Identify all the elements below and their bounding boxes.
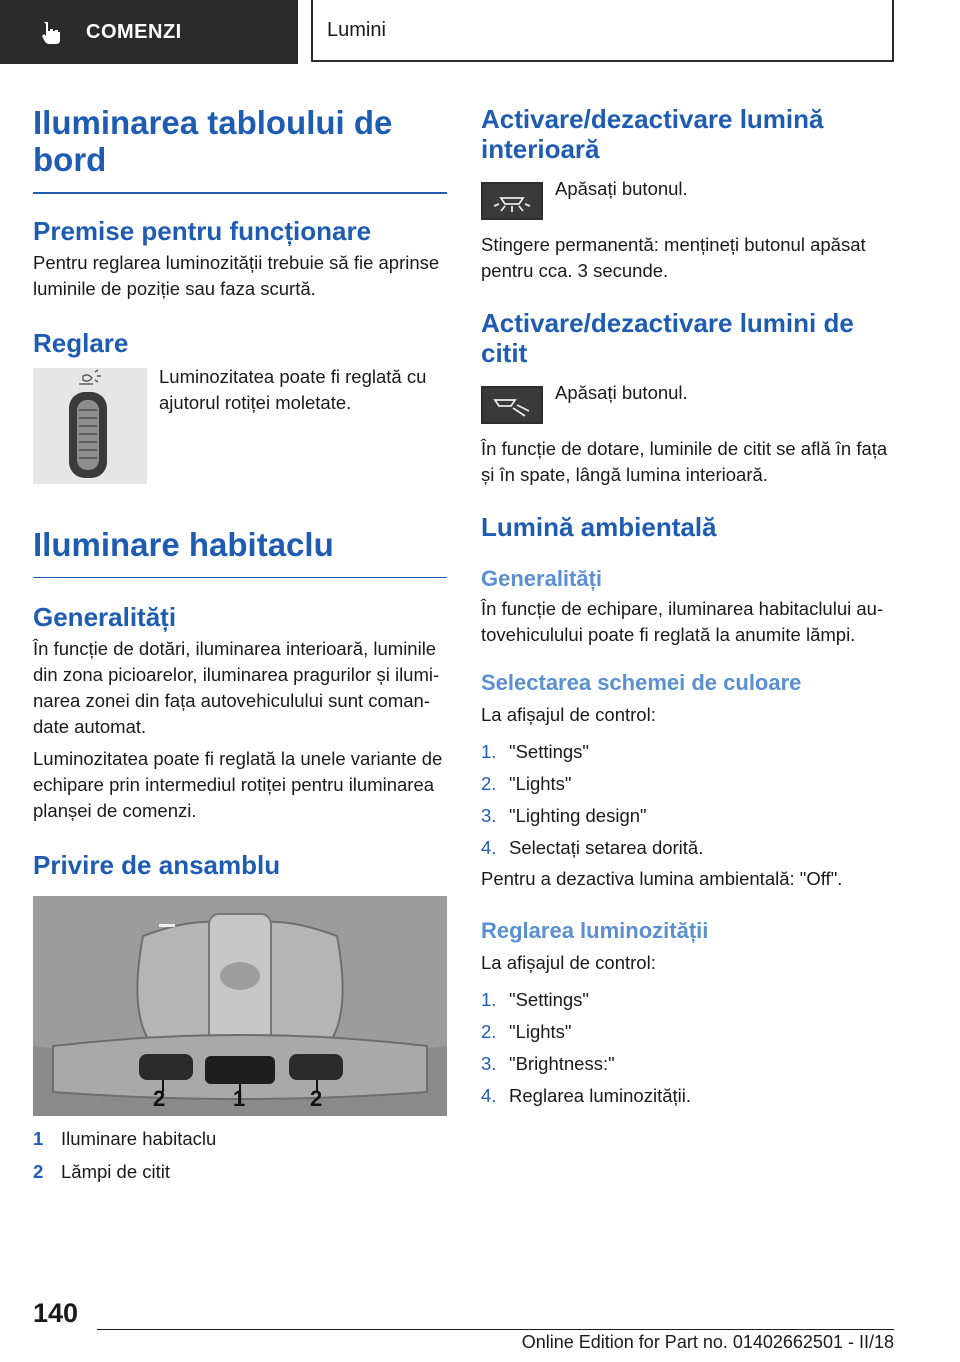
step-number: 1. <box>481 741 497 762</box>
legend-number: 1 <box>33 1128 44 1149</box>
list-item <box>481 1080 895 1112</box>
heading-cabin-lighting: Iluminare habitaclu <box>33 525 334 563</box>
paragraph-permanent-off: Stingere permanentă: mențineți butonul apăsat pentru cca. 3 secunde. <box>481 234 866 281</box>
page-number: 140 <box>33 1298 79 1328</box>
step-text: Reglarea luminozității. <box>509 1085 692 1106</box>
callout-2-left: 2 <box>153 1086 166 1111</box>
chapter-tab-label: Lumini <box>327 18 386 41</box>
paragraph-general-1: În funcție de dotări, iluminarea interioară, luminile din zona picioarelor, iluminarea pragurilor și iluminarea zonei din fața autovehiculului sunt comandate automat. <box>33 638 440 737</box>
step-text: "Lights" <box>509 1021 572 1042</box>
paragraph-ambient-off: Pentru a dezactiva lumina ambientală: "Off". <box>481 868 843 889</box>
callout-2-right: 2 <box>310 1086 323 1111</box>
heading-general: Generalități <box>33 602 177 632</box>
heading-dashboard-lighting: Iluminarea tabloului de bord <box>33 104 393 178</box>
step-text: "Lights" <box>509 773 572 794</box>
heading-overview: Privire de ansamblu <box>33 850 281 880</box>
paragraph-press-button-2: Apăsați butonul. <box>555 382 688 403</box>
section-tab[interactable] <box>0 0 298 64</box>
paragraph-press-button-1: Apăsați butonul. <box>555 178 688 199</box>
list-item <box>481 832 895 864</box>
step-number: 4. <box>481 837 497 858</box>
list-item <box>481 1048 895 1080</box>
legend-item <box>33 1155 447 1188</box>
photo-legend <box>33 1122 447 1188</box>
step-text: "Lighting design" <box>509 805 647 826</box>
step-text: Selectați setarea dorită. <box>509 837 704 858</box>
step-number: 4. <box>481 1085 497 1106</box>
edition-text: Online Edition for Part no. 01402662501 - II/18 <box>521 1332 894 1352</box>
heading-interior-light: Activare/dezactivare lumină interioară <box>481 104 824 164</box>
left-column <box>33 96 447 1188</box>
heading-rule <box>33 577 447 579</box>
list-item <box>481 984 895 1016</box>
heading-rule <box>33 192 447 194</box>
overhead-console-photo <box>33 896 447 1116</box>
step-number: 3. <box>481 1053 497 1074</box>
legend-number: 2 <box>33 1161 44 1182</box>
callout-1: 1 <box>233 1086 246 1111</box>
steps-color-scheme <box>481 736 895 864</box>
list-item <box>481 736 895 768</box>
heading-adjust: Reglare <box>33 327 129 358</box>
reading-light-button-icon <box>481 386 543 424</box>
interior-light-button-icon <box>481 182 543 220</box>
legend-text: Iluminare habitaclu <box>61 1128 217 1149</box>
heading-color-scheme: Selectarea schemei de culoare <box>481 670 802 695</box>
thumbwheel-illustration <box>33 368 147 484</box>
list-item <box>481 768 895 800</box>
step-number: 1. <box>481 989 497 1010</box>
paragraph-prerequisites: Pentru reglarea luminozității trebuie să fie aprinse luminile de poziție sau faza scurtă. <box>33 251 440 299</box>
paragraph-general-right: În funcție de echipare, iluminarea habitaclului autovehiculului poate fi reglată la anumite lămpi. <box>481 598 884 645</box>
heading-brightness: Reglarea luminozității <box>481 918 709 943</box>
step-text: "Settings" <box>509 989 589 1010</box>
paragraph-control-display-2: La afișajul de control: <box>481 952 656 973</box>
paragraph-adjust: Luminozitatea poate fi reglată cu ajutorul rotiței moletate. <box>159 365 427 413</box>
legend-text: Lămpi de citit <box>61 1161 170 1182</box>
footer-rule <box>97 1329 894 1330</box>
list-item <box>481 1016 895 1048</box>
right-column <box>481 104 895 1112</box>
step-text: "Settings" <box>509 741 589 762</box>
heading-general-right: Generalități <box>481 566 603 591</box>
paragraph-control-display-1: La afișajul de control: <box>481 704 656 725</box>
pointing-hand-icon <box>38 18 66 46</box>
steps-brightness <box>481 984 895 1112</box>
step-number: 2. <box>481 773 497 794</box>
legend-item <box>33 1122 447 1155</box>
section-tab-label: COMENZI <box>86 20 182 43</box>
heading-ambient-light: Lumină ambientală <box>481 512 717 542</box>
step-number: 3. <box>481 805 497 826</box>
step-text: "Brightness:" <box>509 1053 615 1074</box>
chapter-tab[interactable] <box>311 0 894 62</box>
list-item <box>481 800 895 832</box>
paragraph-reading-lights: În funcție de dotare, luminile de citit se află în fața și în spate, lângă lumina interioară. <box>481 438 888 485</box>
heading-prerequisites: Premise pentru funcționare <box>33 215 372 246</box>
step-number: 2. <box>481 1021 497 1042</box>
paragraph-general-2: Luminozitatea poate fi reglată la unele variante de echipare prin intermediul rotiței pentru iluminarea planșei de comenzi. <box>33 748 443 821</box>
heading-reading-lights: Activare/dezactivare lumini de citit <box>481 308 854 368</box>
